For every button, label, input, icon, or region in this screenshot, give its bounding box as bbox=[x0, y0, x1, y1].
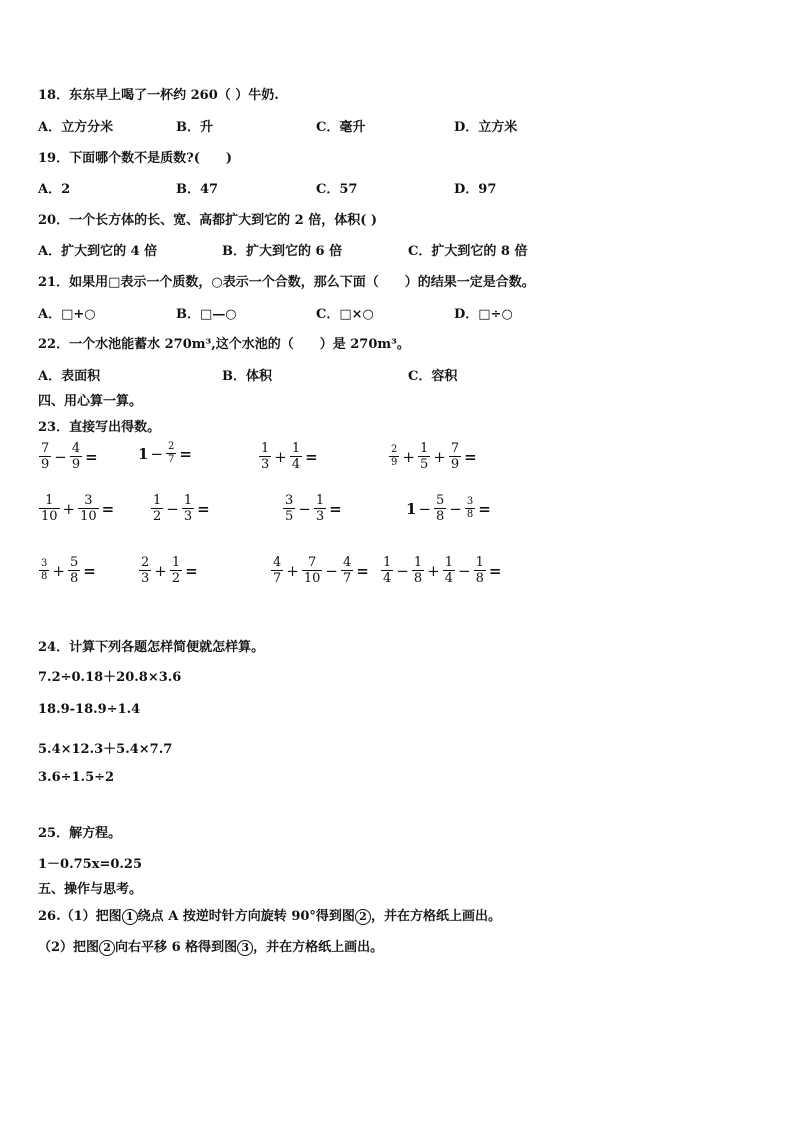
question-26-part-1: 26.（1）把图 1 绕点 A 按逆时针方向旋转 90°得到图 2 ，并在方格纸上画出。 bbox=[38, 909, 501, 924]
q24-item-1: 7.2÷0.18＋20.8×3.6 bbox=[38, 670, 182, 685]
q21-option-c: C．□×○ bbox=[316, 307, 374, 322]
fraction: $\frac{4}{7}$ bbox=[273, 555, 282, 586]
question-25-stem: 25．解方程。 bbox=[38, 826, 122, 841]
circled-number-1: 1 bbox=[122, 909, 138, 925]
q23-expr-3: $\frac{1}{3}$ + $\frac{1}{4}$ = bbox=[261, 441, 318, 472]
fraction: $\frac{1}{3}$ bbox=[315, 493, 325, 524]
fraction: $\frac{2}{7}$ bbox=[168, 441, 175, 465]
q23-expr-4: $\frac{2}{9}$ + $\frac{1}{5}$ + $\frac{7}{9}$ = bbox=[391, 441, 477, 472]
fraction: $\frac{1}{8}$ bbox=[413, 555, 423, 586]
q23-expr-10: $\frac{2}{3}$ + $\frac{1}{2}$ = bbox=[141, 555, 198, 586]
fraction: $\frac{1}{2}$ bbox=[171, 555, 181, 586]
q23-expr-6: $\frac{1}{2}$ − $\frac{1}{3}$ = bbox=[153, 493, 210, 524]
question-24-stem: 24．计算下列各题怎样简便就怎样算。 bbox=[38, 640, 265, 655]
question-20-stem: 20．一个长方体的长、宽、高都扩大到它的 2 倍，体积( ) bbox=[38, 213, 378, 228]
fraction: $\frac{1}{4}$ bbox=[383, 555, 392, 586]
fraction: $\frac{1}{10}$ bbox=[41, 493, 58, 524]
q18-option-a: A．立方分米 bbox=[38, 120, 114, 135]
question-22-stem: 22．一个水池能蓄水 270m³,这个水池的（ ）是 270m³。 bbox=[38, 337, 410, 352]
fraction: $\frac{2}{9}$ bbox=[391, 444, 398, 468]
fraction: $\frac{5}{8}$ bbox=[436, 493, 445, 524]
fraction: $\frac{1}{4}$ bbox=[291, 441, 301, 472]
q20-option-a: A．扩大到它的 4 倍 bbox=[38, 244, 158, 259]
q25-equation: 1－0.75x=0.25 bbox=[38, 857, 143, 872]
q24-item-3: 5.4×12.3＋5.4×7.7 bbox=[38, 742, 173, 757]
fraction: $\frac{7}{9}$ bbox=[41, 441, 50, 472]
fraction: $\frac{3}{8}$ bbox=[41, 558, 48, 582]
fraction: $\frac{1}{4}$ bbox=[444, 555, 453, 586]
question-18-stem: 18．东东早上喝了一杯约 260（ ）牛奶. bbox=[38, 88, 279, 103]
fraction: $\frac{1}{3}$ bbox=[183, 493, 193, 524]
section-5-title: 五、操作与思考。 bbox=[38, 882, 143, 897]
q20-option-b: B．扩大到它的 6 倍 bbox=[222, 244, 343, 259]
fraction: $\frac{2}{3}$ bbox=[141, 555, 150, 586]
q23-expr-1: $\frac{7}{9}$ − $\frac{4}{9}$ = bbox=[41, 441, 98, 472]
circled-number-2: 2 bbox=[99, 940, 115, 956]
question-21-stem: 21．如果用□表示一个质数，○表示一个合数，那么下面（ ）的结果一定是合数。 bbox=[38, 275, 535, 290]
fraction: $\frac{7}{10}$ bbox=[303, 555, 321, 586]
q21-option-d: D．□÷○ bbox=[454, 307, 513, 322]
q19-option-d: D．97 bbox=[454, 182, 497, 197]
question-23-stem: 23．直接写出得数。 bbox=[38, 420, 161, 435]
q23-expr-7: $\frac{3}{5}$ − $\frac{1}{3}$ = bbox=[285, 493, 342, 524]
q21-option-b: B．□—○ bbox=[176, 307, 237, 322]
q23-expr-12: $\frac{1}{4}$ − $\frac{1}{8}$ + $\frac{1}{4}$ − $\frac{1}{8}$ = bbox=[383, 555, 502, 586]
q24-item-2: 18.9-18.9÷1.4 bbox=[38, 702, 141, 717]
q19-option-a: A．2 bbox=[38, 182, 71, 197]
q20-option-c: C．扩大到它的 8 倍 bbox=[408, 244, 528, 259]
question-26-part-2: （2）把图 2 向右平移 6 格得到图 3 ，并在方格纸上画出。 bbox=[38, 940, 384, 955]
question-19-stem: 19．下面哪个数不是质数?( ) bbox=[38, 151, 233, 166]
q23-expr-9: $\frac{3}{8}$ + $\frac{5}{8}$ = bbox=[41, 555, 96, 586]
q23-expr-11: $\frac{4}{7}$ + $\frac{7}{10}$ − $\frac{4}{7}$ = bbox=[273, 555, 369, 586]
q21-option-a: A．□+○ bbox=[38, 307, 96, 322]
q23-expr-2: 1 − $\frac{2}{7}$ = bbox=[138, 441, 192, 465]
q18-option-b: B．升 bbox=[176, 120, 213, 135]
fraction: $\frac{3}{10}$ bbox=[80, 493, 97, 524]
q22-option-a: A．表面积 bbox=[38, 369, 101, 384]
fraction: $\frac{1}{3}$ bbox=[261, 441, 270, 472]
section-4-title: 四、用心算一算。 bbox=[38, 394, 143, 409]
q23-expr-5: $\frac{1}{10}$ + $\frac{3}{10}$ = bbox=[41, 493, 115, 524]
fraction: $\frac{3}{8}$ bbox=[466, 496, 474, 520]
q22-option-c: C．容积 bbox=[408, 369, 458, 384]
circled-number-2: 2 bbox=[355, 909, 371, 925]
q24-item-4: 3.6÷1.5÷2 bbox=[38, 770, 115, 785]
circled-number-3: 3 bbox=[237, 940, 253, 956]
fraction: $\frac{4}{9}$ bbox=[71, 441, 81, 472]
fraction: $\frac{1}{8}$ bbox=[475, 555, 484, 586]
q19-option-c: C．57 bbox=[316, 182, 358, 197]
fraction: $\frac{5}{8}$ bbox=[69, 555, 79, 586]
q19-option-b: B．47 bbox=[176, 182, 219, 197]
fraction: $\frac{1}{5}$ bbox=[419, 441, 429, 472]
fraction: $\frac{7}{9}$ bbox=[450, 441, 460, 472]
q23-expr-8: 1 − $\frac{5}{8}$ − $\frac{3}{8}$ = bbox=[406, 493, 491, 524]
fraction: $\frac{1}{2}$ bbox=[153, 493, 162, 524]
q22-option-b: B．体积 bbox=[222, 369, 272, 384]
fraction: $\frac{3}{5}$ bbox=[285, 493, 294, 524]
q18-option-d: D．立方米 bbox=[454, 120, 518, 135]
q18-option-c: C．毫升 bbox=[316, 120, 366, 135]
fraction: $\frac{4}{7}$ bbox=[342, 555, 352, 586]
